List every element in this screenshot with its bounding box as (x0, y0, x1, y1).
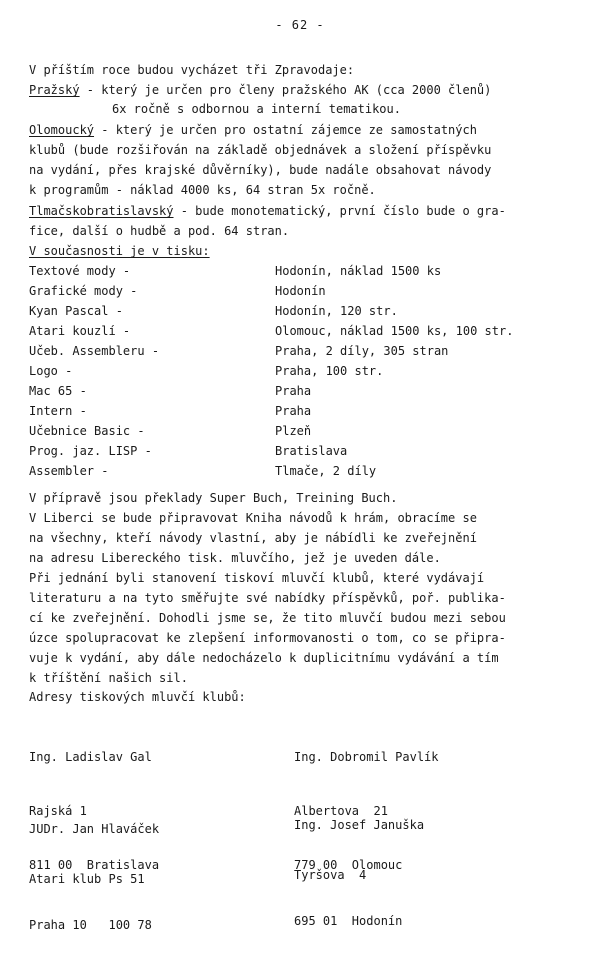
tlmace-title: Tlmačskobratislavský (29, 204, 174, 218)
tlmace-desc-2: fice, další o hudbě a pod. 64 stran. (29, 224, 290, 238)
item-title: Textové mody - (29, 264, 131, 278)
address-name: Ing. Ladislav Gal (29, 750, 152, 764)
address-city: 811 00 Bratislava (29, 858, 160, 872)
item-title: Kyan Pascal - (29, 304, 123, 318)
tlmace-newsletter (29, 203, 506, 219)
item-info: Tlmače, 2 díly (275, 464, 377, 478)
item-title: Grafické mody - (29, 284, 138, 298)
paragraph-line: Při jednání byli stanovení tiskoví mluvčí klubů, které vydávají (29, 571, 485, 585)
item-info: Praha, 100 str. (275, 364, 384, 378)
address-city: Praha 10 100 78 (29, 918, 152, 932)
item-title: Mac 65 - (29, 384, 87, 398)
olomouc-desc-4: k programům - náklad 4000 ks, 64 stran 5x ročně. (29, 183, 376, 197)
item-title: Prog. jaz. LISP - (29, 444, 152, 458)
prague-title: Pražský (29, 83, 80, 97)
address-city: 779 00 Olomouc (294, 858, 403, 872)
olomouc-desc-1: - který je určen pro ostatní zájemce ze samostatných (94, 123, 477, 137)
item-title: Atari kouzlí - (29, 324, 131, 338)
prague-desc-2: 6x ročně s odbornou a interní tematikou. (112, 102, 401, 116)
olomouc-desc-2: klubů (bude rozšiřován na základě objednávek a složení příspěvku (29, 143, 492, 157)
item-title: Intern - (29, 404, 87, 418)
address-street: Albertova 21 (294, 804, 388, 818)
item-info: Bratislava (275, 444, 348, 458)
page-number: - 62 - (275, 18, 325, 32)
item-info: Olomouc, náklad 1500 ks, 100 str. (275, 324, 514, 338)
address-street: Atari klub Ps 51 (29, 872, 145, 886)
item-info: Praha, 2 díly, 305 stran (275, 344, 449, 358)
address-name: JUDr. Jan Hlaváček (29, 822, 160, 836)
tlmace-desc-1: - bude monotematický, první číslo bude o gra- (173, 204, 506, 218)
item-title: Učeb. Assembleru - (29, 344, 160, 358)
paragraph-line: na všechny, kteří návody vlastní, aby je nábídli ke zveřejnění (29, 531, 477, 545)
paragraph-line: na adresu Libereckého tisk. mluvčího, jež je uveden dále. (29, 551, 441, 565)
prague-desc-1: - který je určen pro členy pražského AK (cca 2000 členů) (79, 83, 492, 97)
item-info: Hodonín (275, 284, 326, 298)
item-info: Hodonín, náklad 1500 ks (275, 264, 442, 278)
item-info: Plzeň (275, 424, 312, 438)
item-title: Assembler - (29, 464, 109, 478)
in-print-heading: V současnosti je v tisku: (29, 244, 210, 258)
prague-newsletter (29, 82, 491, 98)
paragraph-line: úzce spolupracovat ke zlepšení informovanosti o tom, co se připra- (29, 631, 506, 645)
paragraph-line: Adresy tiskových mluvčí klubů: (29, 690, 246, 704)
paragraph-line: V Liberci se bude připravovat Kniha návodů k hrám, obracíme se (29, 511, 477, 525)
address-block (29, 789, 159, 965)
paragraph-line: cí ke zveřejnění. Dohodli jsme se, že tito mluvčí budou mezi sebou (29, 611, 506, 625)
item-info: Praha (275, 384, 312, 398)
olomouc-newsletter (29, 122, 477, 138)
olomouc-title: Olomoucký (29, 123, 95, 137)
item-title: Logo - (29, 364, 73, 378)
address-name: Ing. Dobromil Pavlík (294, 750, 439, 764)
olomouc-desc-3: na vydání, přes krajské důvěrníky), bude nadále obsahovat návody (29, 163, 492, 177)
address-street: Tyršova 4 (294, 868, 367, 882)
address-city: 695 01 Hodonín (294, 914, 403, 928)
address-name: Ing. Josef Januška (294, 818, 425, 832)
paragraph-line: k tříštění našich sil. (29, 671, 188, 685)
intro-line: V příštím roce budou vycházet tři Zpravodaje: (29, 63, 355, 77)
item-title: Učebnice Basic - (29, 424, 145, 438)
item-info: Praha (275, 404, 312, 418)
address-block (294, 785, 424, 961)
address-street: Rajská 1 (29, 804, 87, 818)
paragraph-line: vuje k vydání, aby dále nedocházelo k duplicitnímu vydávání a tím (29, 651, 499, 665)
item-info: Hodonín, 120 str. (275, 304, 398, 318)
paragraph-line: literaturu a na tyto směřujte své nabídky příspěvků, poř. publika- (29, 591, 506, 605)
paragraph-line: V přípravě jsou překlady Super Buch, Treining Buch. (29, 491, 398, 505)
